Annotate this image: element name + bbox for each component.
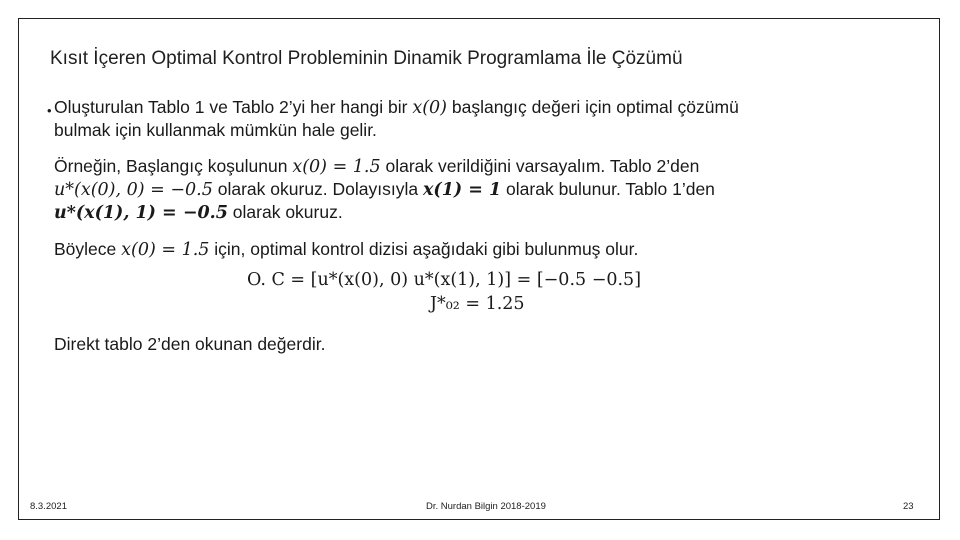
p3-text-a: Böylece xyxy=(54,239,122,259)
p1-text-a: Oluşturulan Tablo 1 ve Tablo 2’yi her hangi bir xyxy=(54,97,413,117)
slide-title: Kısıt İçeren Optimal Kontrol Probleminin Dinamik Programlama İle Çözümü xyxy=(50,48,683,69)
p1-math-x0: x(0) xyxy=(412,98,447,118)
slide-content xyxy=(54,96,854,261)
p2-math-1: x(0) = 1.5 xyxy=(292,157,381,177)
p2-text-e: olarak okuruz. xyxy=(227,202,343,222)
p3-text-b: için, optimal kontrol dizisi aşağıdaki gibi bulunmuş olur. xyxy=(209,239,639,259)
footer-date: 8.3.2021 xyxy=(30,501,67,512)
optimal-cost-equation: J*₀₂ = 1.25 xyxy=(430,294,525,314)
paragraph-2 xyxy=(54,155,854,224)
p1-text-b: başlangıç değeri için optimal çözümü xyxy=(447,97,739,117)
p2-text-a: Örneğin, Başlangıç koşulunun xyxy=(54,156,293,176)
p3-math-1: x(0) = 1.5 xyxy=(121,240,210,260)
paragraph-4: Direkt tablo 2’den okunan değerdir. xyxy=(54,334,326,354)
footer-page-number: 23 xyxy=(903,501,914,512)
footer-author: Dr. Nurdan Bilgin 2018-2019 xyxy=(426,501,546,512)
slide-frame xyxy=(18,18,940,520)
paragraph-4-wrap xyxy=(54,333,854,355)
paragraph-3 xyxy=(54,238,854,261)
bullet-icon: • xyxy=(47,103,52,118)
p2-text-b: olarak verildiğini varsayalım. Tablo 2’den xyxy=(380,156,700,176)
p1-text-c: bulmak için kullanmak mümkün hale gelir. xyxy=(54,120,377,140)
p2-math-2: u*(x(0), 0) = −0.5 xyxy=(54,180,213,200)
p2-text-c: olarak okuruz. Dolayısıyla xyxy=(212,179,423,199)
p2-math-3: x(1) = 1 xyxy=(422,180,502,200)
p2-text-d: olarak bulunur. Tablo 1’den xyxy=(501,179,715,199)
p2-math-4: u*(x(1), 1) = −0.5 xyxy=(54,203,228,223)
paragraph-1 xyxy=(54,96,854,141)
optimal-control-equation: O. C = [u*(x(0), 0) u*(x(1), 1)] = [−0.5 −0.5] xyxy=(247,270,642,290)
